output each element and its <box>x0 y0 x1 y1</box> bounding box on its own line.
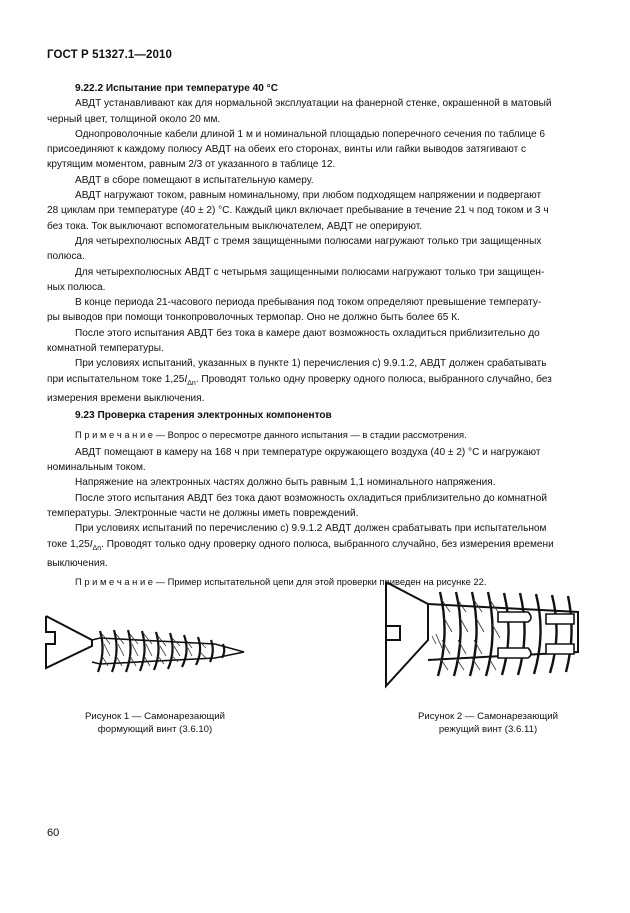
paragraph-cont: выключения. <box>47 557 108 569</box>
paragraph: АВДТ помещают в камеру на 168 ч при температуре окружающего воздуха (40 ± 2) °С и нагружают <box>75 446 541 458</box>
paragraph: Напряжение на электронных частях должно быть равным 1,1 номинального напряжения. <box>75 477 496 489</box>
paragraph-cont: токе $1,25I_{\Delta n}$. Проводят только одну проверку одного полюса, выбранного случайно, без измерения времени <box>47 538 554 552</box>
paragraph-cont: 28 циклам при температуре (40 ± 2) °С. Каждый цикл включает пребывание в течение 21 ч под током и 3 ч <box>47 205 549 217</box>
document-header: ГОСТ Р 51327.1—2010 <box>47 49 172 61</box>
document-body <box>47 81 583 590</box>
note: П р и м е ч а н и е — Пример испытательной цепи для этой проверки приведен на рисунке 22. <box>75 576 487 588</box>
paragraph: Для четырехполюсных АВДТ с четырьмя защищенными полюсами нагружают только три защищен- <box>75 266 545 278</box>
paragraph: После этого испытания АВДТ без тока в камере дают возможность охладиться приблизительно до <box>75 327 540 339</box>
figures-area <box>0 575 630 745</box>
section-heading-9-23: 9.23 Проверка старения электронных компонентов <box>75 410 332 422</box>
paragraph: АВДТ в сборе помещают в испытательную камеру. <box>75 174 314 186</box>
paragraph-cont: черный цвет, толщиной около 20 мм. <box>47 113 221 125</box>
paragraph: После этого испытания АВДТ без тока дают возможность охладиться приблизительно до комнатной <box>75 492 548 504</box>
paragraph: Для четырехполюсных АВДТ с тремя защищенными полюсами нагружают только три защищенных <box>75 235 542 247</box>
paragraph-cont: измерения времени выключения. <box>47 392 205 404</box>
figure-2-caption: Рисунок 2 — Самонарезающий режущий винт (3.6.11) <box>417 711 559 735</box>
paragraph-cont: крутящим моментом, равным 2/3 от указанного в таблице 12. <box>47 159 336 171</box>
paragraph-cont: присоединяют к каждому полюсу АВДТ на обеих его сторонах, винты или гайки выводов затягивают с <box>47 144 527 156</box>
paragraph: АВДТ устанавливают как для нормальной эксплуатации на фанерной стенке, окрашенной в матовый <box>75 98 552 110</box>
paragraph: При условиях испытаний, указанных в пункте 1) перечисления с) 9.9.1.2, АВДТ должен срабатывать <box>75 358 547 370</box>
note: П р и м е ч а н и е — Вопрос о пересмотре данного испытания — в стадии рассмотрения. <box>75 428 467 440</box>
paragraph-cont: полюса. <box>47 251 85 263</box>
paragraph: АВДТ нагружают током, равным номинальному, при любом подходящем напряжении и подвергают <box>75 190 542 202</box>
paragraph-cont: без тока. Ток выключают вспомогательным выключателем, АВДТ не оперируют. <box>47 220 423 232</box>
paragraph: При условиях испытаний по перечислению с) 9.9.1.2 АВДТ должен срабатывать при испытательном <box>75 523 547 535</box>
paragraph: В конце периода 21-часового периода пребывания под током определяют превышение температу- <box>75 297 542 309</box>
paragraph-cont: ры выводов при помощи тонкопроволочных термопар. Оно не должно быть более 65 К. <box>47 312 460 324</box>
cutting-screw-figure <box>378 578 588 698</box>
paragraph-cont: комнатной температуры. <box>47 343 164 355</box>
paragraph: Однопроволочные кабели длиной 1 м и номинальной площадью поперечного сечения по таблице 6 <box>75 128 545 140</box>
figure-1-caption: Рисунок 1 — Самонарезающий формующий винт (3.6.10) <box>84 711 226 735</box>
paragraph-cont: номинальным током. <box>47 462 146 474</box>
paragraph-cont: при испытательном токе $1,25I_{\Delta n}$. Проводят только одну проверку одного полюса, выбранного случайно, без <box>47 373 552 387</box>
page-number: 60 <box>47 827 60 839</box>
section-heading-9-22-2: 9.22.2 Испытание при температуре 40 °С <box>75 83 278 94</box>
forming-screw-figure <box>40 600 260 690</box>
paragraph-cont: температуры. Электронные части не должны иметь повреждений. <box>47 508 359 520</box>
paragraph-cont: ных полюса. <box>47 281 106 293</box>
